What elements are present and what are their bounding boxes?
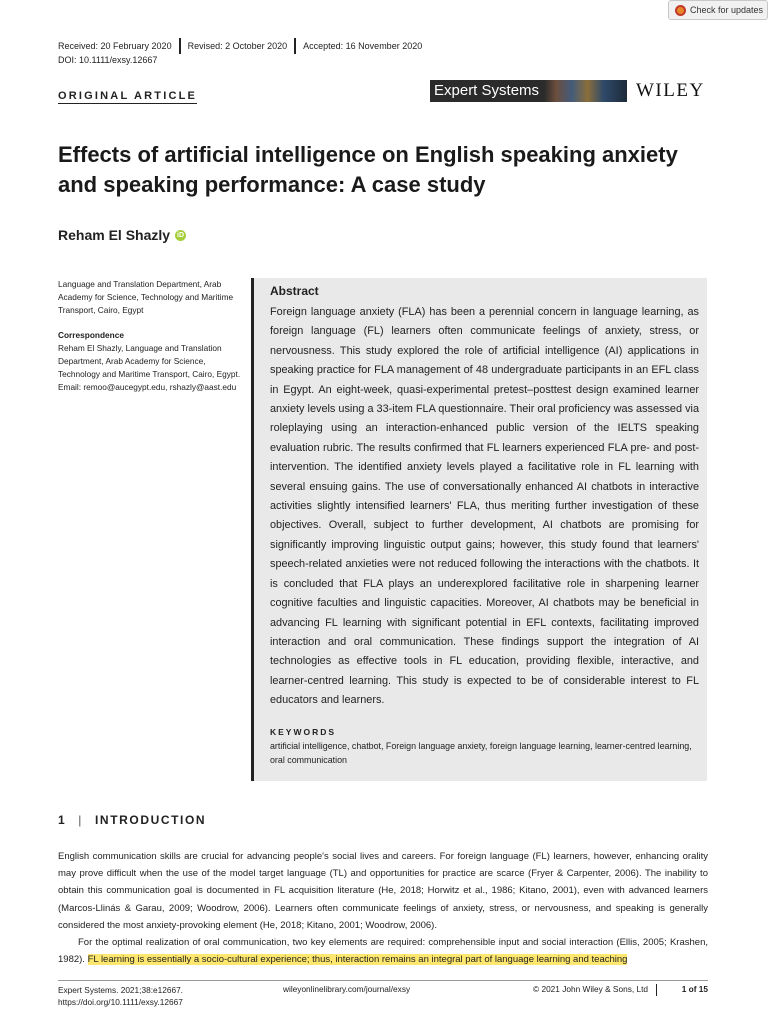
- correspondence-heading: Correspondence: [58, 330, 124, 340]
- check-for-updates-icon: [675, 5, 686, 16]
- article-type: ORIGINAL ARTICLE: [58, 90, 198, 102]
- section-title: INTRODUCTION: [95, 813, 207, 827]
- abstract-box: [251, 278, 707, 781]
- journal-banner: Expert Systems: [430, 80, 627, 102]
- article-dates: [58, 38, 422, 54]
- orcid-icon[interactable]: iD: [177, 231, 185, 239]
- introduction-body: [58, 848, 708, 968]
- section-number: 1: [58, 813, 67, 827]
- doi: DOI: 10.1111/exsy.12667: [58, 55, 158, 65]
- section-heading: [58, 813, 206, 827]
- footer-divider: [656, 984, 657, 996]
- check-for-updates-button[interactable]: [668, 0, 768, 20]
- highlighted-text: FL learning is essentially a socio-cultural experience; thus, interaction remains an integral part of language learning and teaching: [87, 954, 628, 966]
- correspondence-text: Reham El Shazly, Language and Translation Department, Arab Academy for Science, Technology and Maritime Transport, Cairo, Egypt.: [58, 343, 241, 379]
- revised-date: Revised: 2 October 2020: [187, 41, 288, 51]
- author-info: [58, 278, 243, 394]
- check-for-updates-label: Check for updates: [690, 5, 764, 15]
- author-name: Reham El Shazly: [58, 227, 171, 243]
- keywords-text: artificial intelligence, chatbot, Foreign language anxiety, foreign language learning, learner-centred learning, oral communication: [270, 740, 692, 765]
- footer-website-link[interactable]: wileyonlinelibrary.com/journal/exsy: [283, 984, 411, 994]
- keywords-heading: KEYWORDS: [270, 726, 337, 737]
- page-number: 1 of 15: [681, 984, 708, 994]
- paper-title: Effects of artificial intelligence on English speaking anxiety and speaking performance: A case study: [58, 142, 678, 197]
- paragraph: English communication skills are crucial for advancing people's social lives and careers. For foreign language (FL) learners, however, enhancing orality may prove difficult when the use of the model target language (TL) and opportunities for practice are scarce (Fryer & Carpenter, 2006). The inability to obtain this communication goal is documented in FL acquisition literature (He, 2018; Horwitz et al., 1986; Kitano, 2001), even with advanced learners (Marcos-Llinás & Garau, 2009; Woodrow, 2006). Learners often communicate feelings of anxiety, stress, or nervousness, and speaking is generally considered the most anxiety-provoking element (He, 2018; Kitano, 2001; Woodrow, 2006).: [58, 851, 708, 931]
- correspondence-email[interactable]: Email: remoo@aucegypt.edu, rshazly@aast.edu: [58, 382, 237, 392]
- affiliation: Language and Translation Department, Arab Academy for Science, Technology and Maritime Transport, Cairo, Egypt: [58, 279, 234, 315]
- received-date: Received: 20 February 2020: [58, 41, 172, 51]
- date-divider: [179, 38, 181, 54]
- publisher-logo: WILEY: [636, 80, 705, 101]
- footer-citation-block: [58, 984, 183, 1008]
- footer-citation: Expert Systems. 2021;38:e12667.: [58, 985, 183, 995]
- date-divider: [294, 38, 296, 54]
- abstract-text: Foreign language anxiety (FLA) has been a perennial concern in language learning, as foreign language (FL) learners often communicate feelings of anxiety, stress, or nervousness. This study explored the role of artificial intelligence (AI) applications in speaking practice for FLA management of 48 undergraduate participants in an EFL class in Egypt. An eight-week, quasi-experimental pretest–posttest design examined learner anxiety levels using a 33-item FLA questionnaire. Their oral proficiency was assessed via roleplaying using an interaction-enhanced public version of the IELTS speaking evaluation rubric. The results confirmed that FL learners experienced FLA pre- and post-intervention. The identified anxiety levels played a facilitative role in FL learning with several ensuing gains. The use of conversationally enhanced AI chatbots in interactive activities slightly intensified learners' FLA, thus meriting further investigation of these objectives. Overall, subject to further development, AI chatbots are promising for significantly improving linguistic output gains; however, this study found that learners' speech-related anxieties were not reduced following the interactions with the chatbots. It is concluded that FLA plays an underexplored facilitative role in sharpening learner cognitive faculties and linguistic capacities. Moreover, AI chatbots may be beneficial in advancing FL learning with significant potential in EFL contexts, facilitating improved interaction and oral communication. These findings support the integration of AI technologies as effective tools in FL education, providing flexible, interactive, and learner-centred learning. This study is expected to be of considerable interest to FL educators and learners.: [270, 306, 699, 707]
- footer-copyright: © 2021 John Wiley & Sons, Ltd: [533, 984, 648, 994]
- section-separator: |: [78, 813, 83, 827]
- paragraph-text: For the optimal realization of oral communication, two key elements are required: comprehensible input and social interaction (Ellis, 2005; Krashen, 1982).: [58, 937, 708, 966]
- paragraph: [58, 934, 708, 968]
- abstract-heading: Abstract: [270, 284, 319, 298]
- author: [58, 227, 186, 243]
- accepted-date: Accepted: 16 November 2020: [303, 41, 423, 51]
- page-footer: [58, 980, 708, 1011]
- footer-doi-link[interactable]: https://doi.org/10.1111/exsy.12667: [58, 997, 183, 1007]
